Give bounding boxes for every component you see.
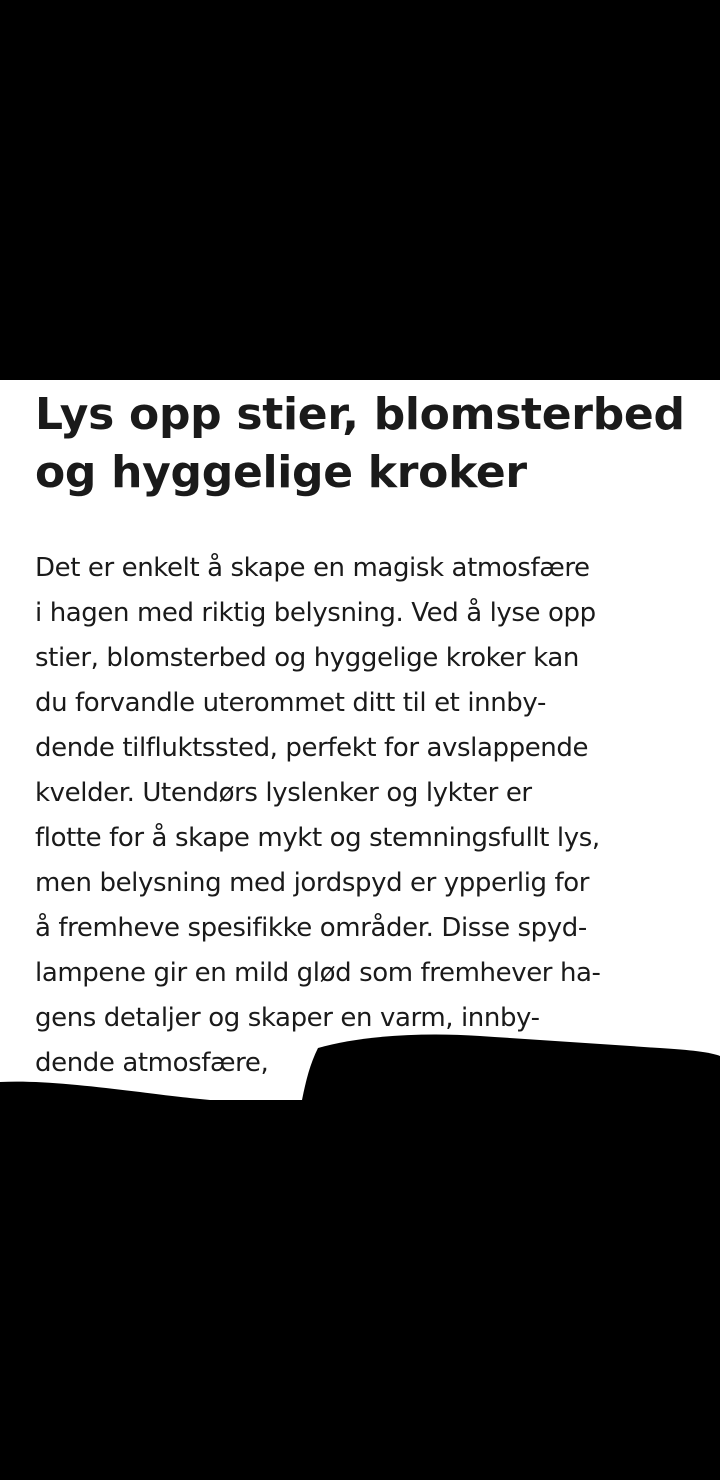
body-line: kvelder. Utendørs lyslenker og lykter er — [35, 778, 532, 808]
bottom-black-area — [0, 1100, 720, 1480]
article-title: Lys opp stier, blomsterbed og hyggelige kroker — [35, 389, 685, 498]
body-line: gens detaljer og skaper en varm, innby- — [35, 1003, 540, 1033]
top-black-area — [0, 0, 720, 380]
body-line: flotte for å skape mykt og stemningsfullt lys, — [35, 823, 600, 853]
article-body — [35, 546, 690, 1086]
body-line: i hagen med riktig belysning. Ved å lyse opp — [35, 598, 596, 628]
body-line: stier, blomsterbed og hyggelige kroker kan — [35, 643, 579, 673]
body-line: dende atmosfære, — [35, 1048, 269, 1078]
body-line: men belysning med jordspyd er ypperlig for — [35, 868, 590, 898]
body-line: lampene gir en mild glød som fremhever ha- — [35, 958, 601, 988]
body-line: dende tilfluktssted, perfekt for avslappende — [35, 733, 589, 763]
body-line: du forvandle uterommet ditt til et innby- — [35, 688, 546, 718]
body-line: Det er enkelt å skape en magisk atmosfære — [35, 553, 590, 583]
body-line: å fremheve spesifikke områder. Disse spyd- — [35, 913, 587, 943]
article-card — [0, 380, 720, 1100]
